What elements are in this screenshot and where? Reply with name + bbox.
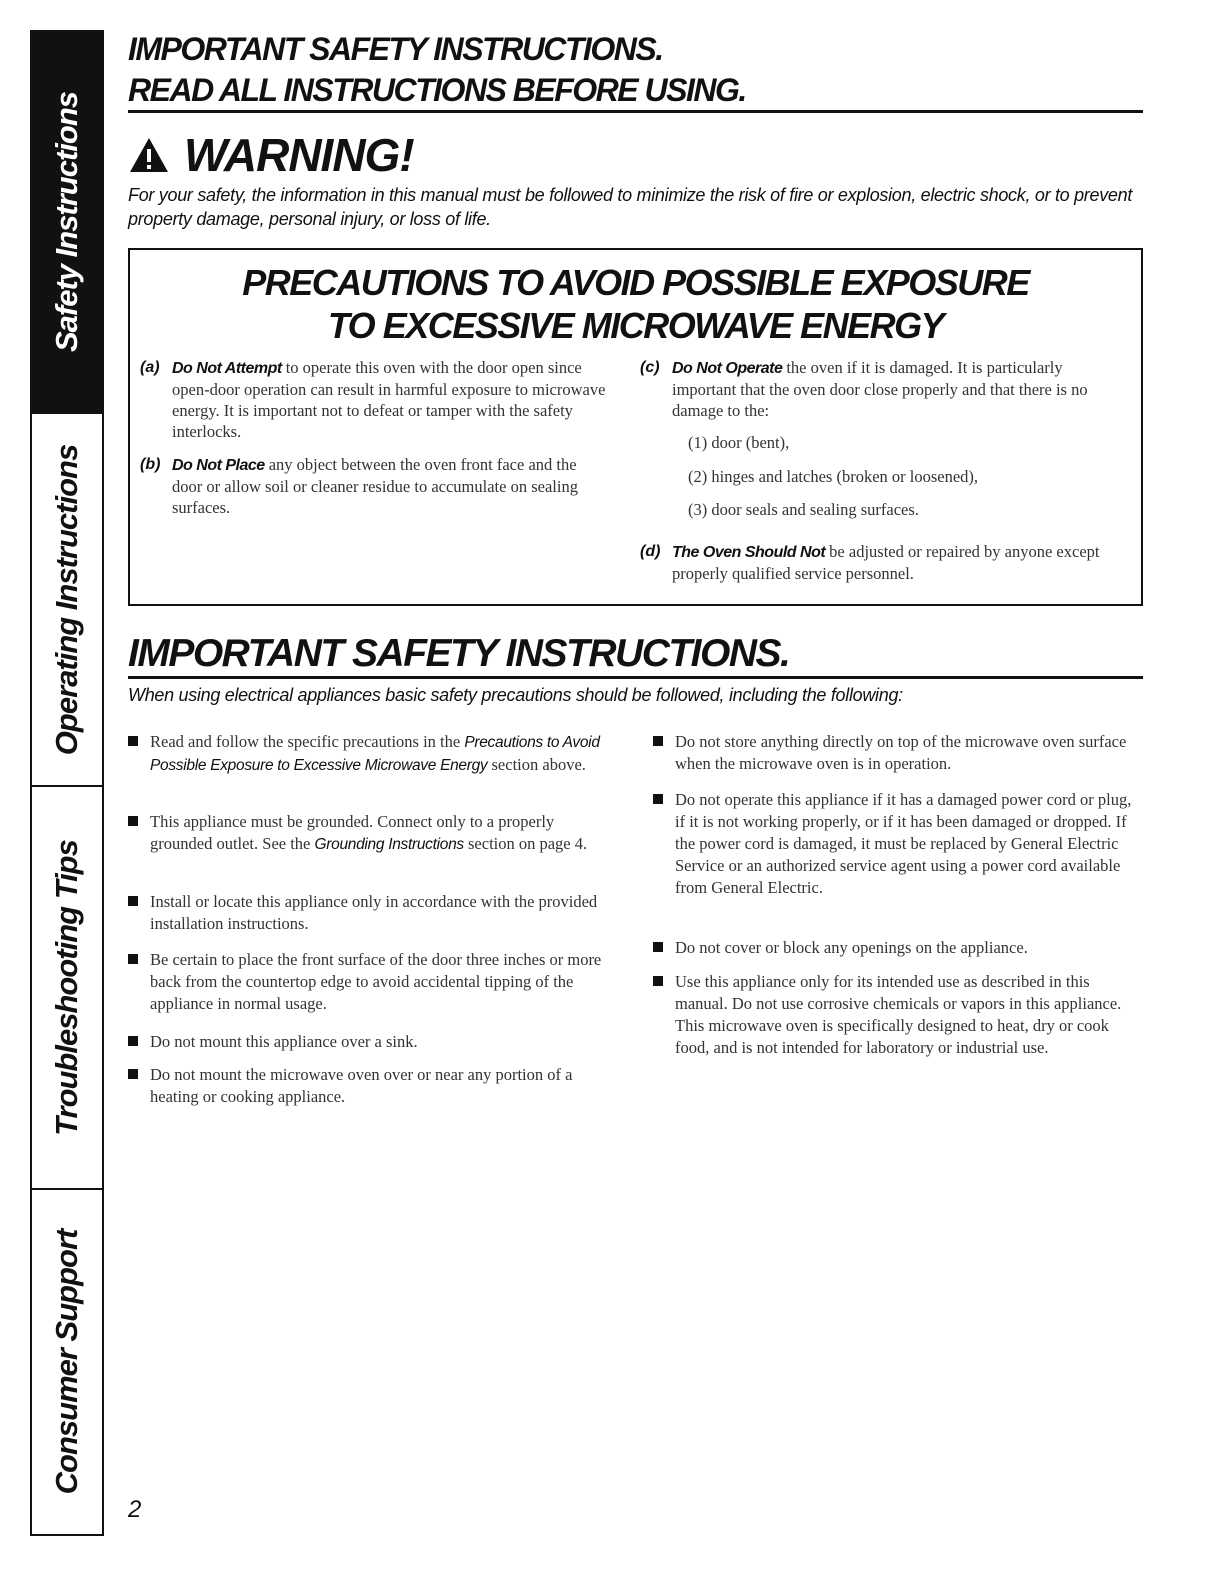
warning-title: WARNING! xyxy=(184,129,414,181)
bullet-text: section on page 4. xyxy=(468,834,588,853)
tab-operating-instructions[interactable] xyxy=(32,414,102,787)
precaution-d xyxy=(640,541,1120,584)
precaution-text: to operate this oven with the door open since open-door operation can result in harmful exposure to microwave energy. It is important not to defeat or tamper with the safety interlocks. xyxy=(172,358,606,441)
precaution-text: the oven if it is damaged. It is particularly important that the oven door close properly and that there is no damage to the: xyxy=(672,358,1088,420)
precaution-lead: Do Not Place xyxy=(172,457,265,474)
precaution-c xyxy=(640,357,1100,421)
tab-label: Safety Instructions xyxy=(49,91,84,353)
precaution-label: (d) xyxy=(640,543,661,560)
bullet-text: Use this appliance only for its intended use as described in this manual. Do not use corrosive chemicals or vapors in this appliance. This microwave oven is specifically designed to heat, dry or cook food, and is not intended for laboratory or industrial use. xyxy=(675,972,1122,1057)
bullet-text: Be certain to place the front surface of the door three inches or more back from the countertop edge to avoid accidental tipping of the appliance in normal usage. xyxy=(150,950,602,1013)
warning-text: For your safety, the information in this manual must be followed to minimize the risk of fire or explosion, electric shock, or to prevent property damage, personal injury, or loss of life. xyxy=(128,185,1133,229)
precaution-text: any object between the oven front face and the door or allow soil or cleaner residue to accumulate on sealing surfaces. xyxy=(172,455,578,517)
list-item xyxy=(128,891,618,935)
precaution-label: (b) xyxy=(140,456,161,473)
tab-label: Operating Instructions xyxy=(49,444,84,755)
precaution-label: (c) xyxy=(640,359,660,376)
list-item xyxy=(128,1031,618,1053)
bullet-icon xyxy=(128,1036,138,1046)
precautions-title-line2: TO EXCESSIVE MICROWAVE ENERGY xyxy=(327,305,944,346)
bullet-text: Do not store anything directly on top of the microwave oven surface when the microwave oven is in operation. xyxy=(675,732,1127,773)
list-item xyxy=(653,789,1143,899)
list-item xyxy=(653,971,1143,1059)
tab-consumer-support[interactable] xyxy=(32,1190,102,1534)
warning-heading xyxy=(128,125,414,185)
precautions-title-line1: PRECAUTIONS TO AVOID POSSIBLE EXPOSURE xyxy=(242,262,1029,303)
bullet-text: Do not mount the microwave oven over or near any portion of a heating or cooking appliance. xyxy=(150,1065,573,1106)
page-number: 2 xyxy=(128,1496,142,1523)
section-reference: Precautions to Avoid Possible Exposure to Excessive Microwave Energy xyxy=(150,734,600,774)
section-reference: Grounding Instructions xyxy=(314,836,464,853)
list-item xyxy=(128,949,618,1015)
bullet-icon xyxy=(653,976,663,986)
list-item xyxy=(128,731,618,777)
bullet-icon xyxy=(653,794,663,804)
precaution-label: (a) xyxy=(140,359,160,376)
bullet-icon xyxy=(128,954,138,964)
safety-title: IMPORTANT SAFETY INSTRUCTIONS. xyxy=(128,632,790,675)
bullet-text: Do not mount this appliance over a sink. xyxy=(150,1032,418,1051)
tab-label: Troubleshooting Tips xyxy=(49,839,84,1136)
page-title-line1: IMPORTANT SAFETY INSTRUCTIONS. xyxy=(128,31,663,67)
divider xyxy=(128,676,1143,679)
bullet-text: Install or locate this appliance only in accordance with the provided installation instructions. xyxy=(150,892,598,933)
list-item xyxy=(653,731,1143,775)
list-item xyxy=(128,811,618,856)
tab-safety-instructions[interactable] xyxy=(32,32,102,414)
bullet-text: section above. xyxy=(491,755,586,774)
precaution-lead: Do Not Attempt xyxy=(172,360,282,377)
damage-item: (1) door (bent), xyxy=(688,433,790,452)
warning-triangle-icon xyxy=(128,135,170,175)
list-item xyxy=(653,937,1143,959)
page-title-line2: READ ALL INSTRUCTIONS BEFORE USING. xyxy=(128,72,746,108)
list-item xyxy=(128,1064,618,1108)
damage-item: (2) hinges and latches (broken or loosened), xyxy=(688,467,979,486)
bullet-icon xyxy=(128,1069,138,1079)
safety-intro: When using electrical appliances basic safety precautions should be followed, including the following: xyxy=(128,685,903,705)
precaution-lead: The Oven Should Not xyxy=(672,544,826,561)
bullet-icon xyxy=(653,942,663,952)
damage-item: (3) door seals and sealing surfaces. xyxy=(688,500,919,519)
tab-troubleshooting-tips[interactable] xyxy=(32,787,102,1190)
bullet-text: Read and follow the specific precautions in the xyxy=(150,732,461,751)
divider xyxy=(128,110,1143,113)
bullet-text: Do not cover or block any openings on the appliance. xyxy=(675,938,1028,957)
precaution-lead: Do Not Operate xyxy=(672,360,783,377)
precaution-a xyxy=(140,357,610,442)
bullet-text: This appliance must be grounded. Connect only to a properly grounded outlet. See the xyxy=(150,812,555,853)
section-tabs xyxy=(30,30,104,1536)
bullet-icon xyxy=(653,736,663,746)
bullet-icon xyxy=(128,736,138,746)
tab-label: Consumer Support xyxy=(49,1229,84,1495)
precaution-text: be adjusted or repaired by anyone except properly qualified service personnel. xyxy=(672,542,1100,583)
bullet-icon xyxy=(128,816,138,826)
precaution-b xyxy=(140,454,610,518)
bullet-text: Do not operate this appliance if it has a damaged power cord or plug, if it is not working properly, or if it has been damaged or dropped. If the power cord is damaged, it must be replaced by General Electric Service or an authorized service agent using a power cord available from General Electric. xyxy=(675,790,1132,897)
bullet-icon xyxy=(128,896,138,906)
precautions-box xyxy=(128,248,1143,606)
